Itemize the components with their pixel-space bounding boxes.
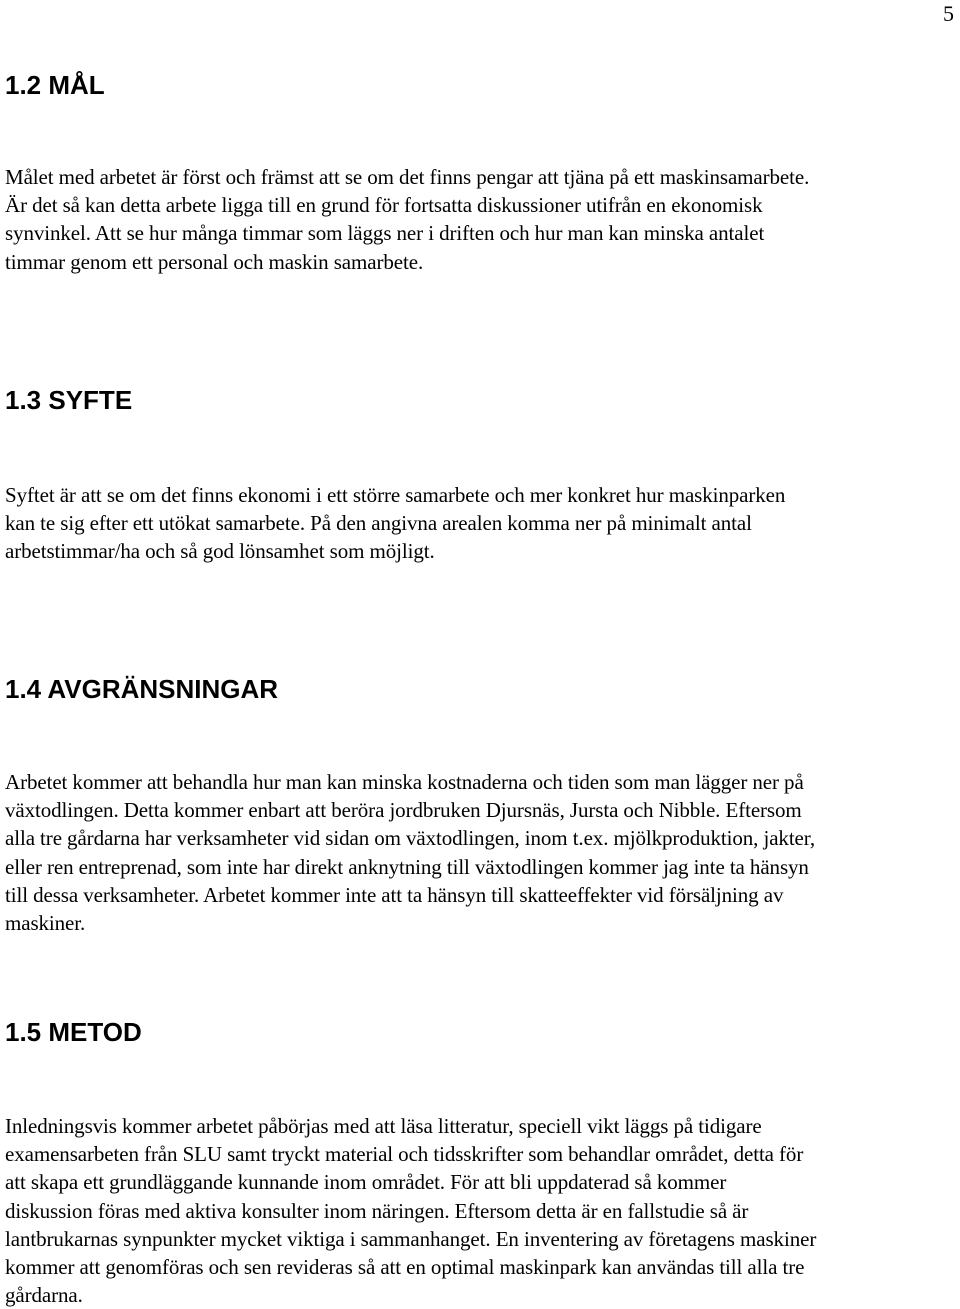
paragraph-line: Är det så kan detta arbete ligga till en grund för fortsatta diskussioner utifrån en ekonomisk <box>5 193 763 218</box>
paragraph-line: timmar genom ett personal och maskin samarbete. <box>5 249 424 274</box>
paragraph-line: växtodlingen. Detta kommer enbart att beröra jordbruken Djursnäs, Jursta och Nibble. Eftersom <box>5 798 802 823</box>
section-heading: 1.2 MÅL <box>5 70 105 100</box>
paragraph-line: kan te sig efter ett utökat samarbete. På den angivna arealen komma ner på minimalt antal <box>5 511 752 536</box>
section-heading: 1.3 SYFTE <box>5 385 133 415</box>
paragraph-line: Målet med arbetet är först och främst att se om det finns pengar att tjäna på ett maskinsamarbete. <box>5 165 810 189</box>
section-heading: 1.4 AVGRÄNSNINGAR <box>5 674 279 704</box>
paragraph-line: examensarbeten från SLU samt tryckt material och tidsskrifter som behandlar området, detta för <box>5 1142 804 1167</box>
section-syfte <box>5 385 955 566</box>
section-metod <box>5 1017 955 1309</box>
paragraph-line: diskussion föras med aktiva konsulter inom näringen. Eftersom detta är en fallstudie så är <box>5 1198 749 1223</box>
paragraph-line: maskiner. <box>5 911 86 936</box>
section-paragraph <box>5 768 955 937</box>
section-avgransningar <box>5 674 955 937</box>
section-mal <box>5 70 955 276</box>
section-heading: 1.5 METOD <box>5 1017 142 1047</box>
paragraph-line: gårdarna. <box>5 1283 83 1308</box>
paragraph-line: alla tre gårdarna har verksamheter vid sidan om växtodlingen, inom t.ex. mjölkproduktion, jakter, <box>5 826 815 851</box>
paragraph-line: synvinkel. Att se hur många timmar som läggs ner i driften och hur man kan minska antalet <box>5 221 765 246</box>
paragraph-line: kommer att genomföras och sen revideras så att en optimal maskinpark kan användas till alla tre <box>5 1255 805 1280</box>
paragraph-line: att skapa ett grundläggande kunnande inom området. För att bli uppdaterad så kommer <box>5 1170 727 1195</box>
section-paragraph <box>5 481 955 566</box>
paragraph-line: till dessa verksamheter. Arbetet kommer inte att ta hänsyn till skatteeffekter vid försäljning av <box>5 882 784 907</box>
paragraph-line: lantbrukarnas synpunkter mycket viktiga i sammanhanget. En inventering av företagens maskiner <box>5 1226 817 1251</box>
paragraph-line: eller ren entreprenad, som inte har direkt anknytning till växtodlingen kommer jag inte ta hänsyn <box>5 854 809 879</box>
section-paragraph <box>5 163 955 276</box>
page-number: 5 <box>943 1 954 26</box>
paragraph-line: Inledningsvis kommer arbetet påbörjas med att läsa litteratur, speciell vikt läggs på tidigare <box>5 1114 762 1138</box>
section-paragraph <box>5 1112 955 1309</box>
paragraph-line: Syftet är att se om det finns ekonomi i ett större samarbete och mer konkret hur maskinparken <box>5 483 786 507</box>
paragraph-line: arbetstimmar/ha och så god lönsamhet som möjligt. <box>5 539 435 564</box>
paragraph-line: Arbetet kommer att behandla hur man kan minska kostnaderna och tiden som man lägger ner på <box>5 770 804 794</box>
